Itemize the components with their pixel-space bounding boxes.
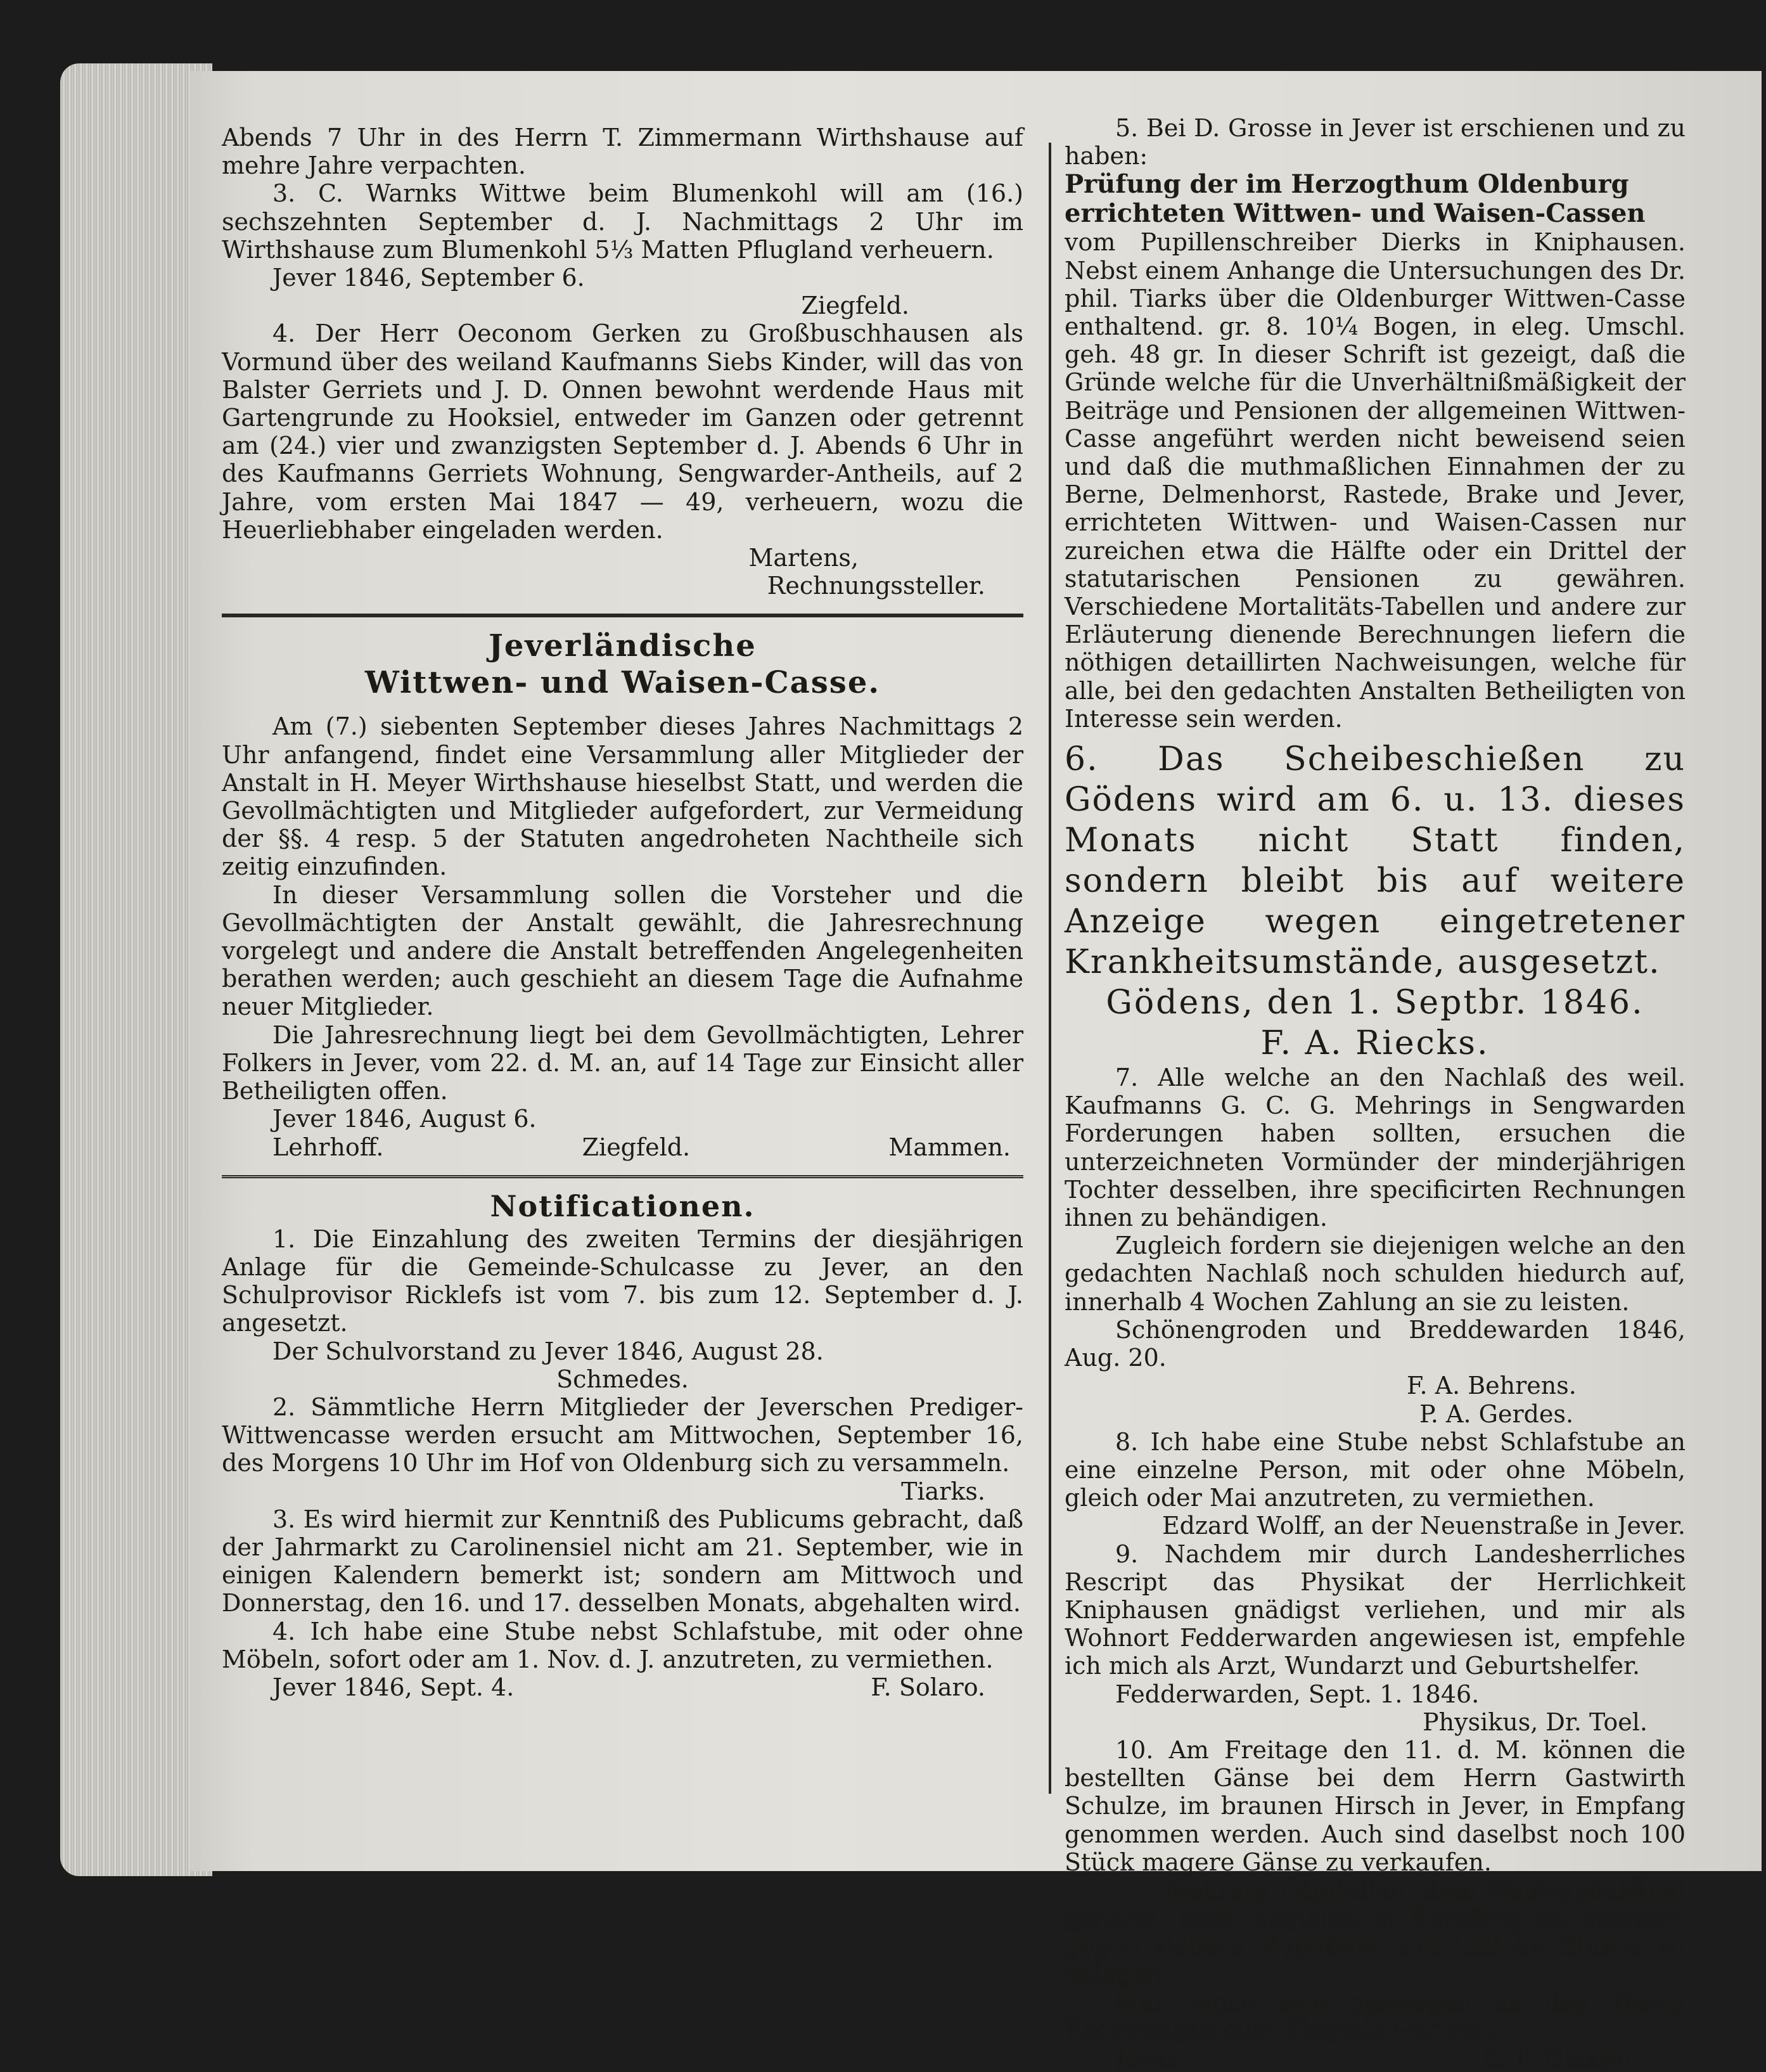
- notification-3: 3. Es wird hiermit zur Kenntniß des Publicums gebracht, daß der Jahrmarkt zu Carolinensiel nicht am 21. September, wie in einigen Kalendern bemerkt ist; sondern am Mittwoch und Donnerstag, den 16. und 17. desselben Monats, abgehalten wird.: [222, 1505, 1023, 1618]
- signature: Lehrhoff.: [272, 1133, 384, 1161]
- notification-4-signature: F. Solaro.: [871, 1673, 985, 1701]
- notification-2: 2. Sämmtliche Herrn Mitglieder der Jeverschen Prediger-Wittwencasse werden ersucht am Mittwochen, September 16, des Morgens 10 Uhr im Hof von Oldenburg sich zu versammeln.: [222, 1393, 1023, 1477]
- casse-paragraph-2: In dieser Versammlung sollen die Vorsteher und die Gevollmächtigten der Anstalt gewählt, die Jahresrechnung vorgelegt und andere die Anstalt betreffenden Angelegenheiten berathen werden; auch geschieht an diesem Tage die Aufnahme neuer Mitglieder.: [222, 880, 1023, 1021]
- right-column: [1065, 114, 1686, 2072]
- notice-3-signature: Ziegfeld.: [801, 292, 909, 320]
- signature: Mammen.: [888, 1133, 1011, 1161]
- section-rule: [222, 1175, 1023, 1178]
- casse-date: Jever 1846, August 6.: [272, 1105, 537, 1133]
- notification-6: 6. Das Scheibeschießen zu Gödens wird am 6. u. 13. dieses Monats nicht Statt finden, sondern bleibt bis auf weitere Anzeige wegen eingetretener Krankheitsumstände, ausgesetzt.: [1065, 740, 1686, 982]
- notice-4-signature-name: Martens,: [748, 544, 859, 572]
- notification-8: 8. Ich habe eine Stube nebst Schlafstube an eine einzelne Person, mit oder ohne Möbeln, gleich oder Mai anzutreten, zu vermiethen.: [1065, 1427, 1686, 1512]
- notification-6-date: Gödens, den 1. Septbr. 1846.: [1106, 984, 1644, 1022]
- notification-1-signature: Schmedes.: [556, 1365, 689, 1393]
- notice-4: 4. Der Herr Oeconom Gerken zu Großbuschhausen als Vormund über des weiland Kaufmanns Siebs Kinder, will das von Balster Gerriets und J. D. Onnen bewohnt werdende Haus mit Gartengrunde zu Hooksiel, entweder im Ganzen oder getrennt am (24.) vier und zwanzigsten September d. J. Abends 6 Uhr in des Kaufmanns Gerriets Wohnung, Sengwarder-Antheils, auf 2 Jahre, vom ersten Mai 1847 — 49, verheuern, wozu die Heuerliebhaber eingeladen werden.: [222, 319, 1023, 544]
- signature: Ziegfeld.: [582, 1133, 691, 1161]
- section-heading-line1: Jeverländische: [489, 628, 757, 664]
- notification-4-signoff: [222, 1673, 1023, 1701]
- notification-8-signature: Edzard Wolff, an der Neuenstraße in Jever.: [1161, 1512, 1686, 1540]
- notification-10: 10. Am Freitage den 11. d. M. können die bestellten Gänse bei dem Herrn Gastwirth Schulze, im braunen Hirsch in Jever, in Empfang genommen werden. Auch sind daselbst noch 100 Stück magere Gänse zu verkaufen.: [1065, 1735, 1686, 1876]
- notification-1-date: Der Schulvorstand zu Jever 1846, August 28.: [272, 1337, 824, 1365]
- notification-7-signature-2: P. A. Gerdes.: [1419, 1400, 1574, 1428]
- notification-2-signature: Tiarks.: [901, 1477, 985, 1505]
- notification-9: 9. Nachdem mir durch Landesherrliches Rescript das Physikat der Herrlichkeit Kniphausen gnädigst verliehen, und mir als Wohnort Fedderwarden angewiesen ist, empfehle ich mich als Arzt, Wundarzt und Geburtshelfer.: [1065, 1540, 1686, 1680]
- notification-1: 1. Die Einzahlung des zweiten Termins der diesjährigen Anlage für die Gemeinde-Schulcasse zu Jever, an den Schulprovisor Ricklefs ist vom 7. bis zum 12. September d. J. angesetzt.: [222, 1225, 1023, 1337]
- notification-5-book-title: Prüfung der im Herzogthum Oldenburg errichteten Wittwen- und Waisen-Cassen: [1065, 169, 1646, 229]
- notifications-heading: Notificationen.: [490, 1188, 755, 1223]
- notification-9-signature: Physikus, Dr. Toel.: [1423, 1708, 1648, 1736]
- notification-11-signature: C. F. Classen.: [1483, 2044, 1648, 2072]
- notification-11-signoff: [1065, 2044, 1686, 2072]
- casse-signatures: [222, 1133, 1023, 1161]
- casse-paragraph-1: Am (7.) siebenten September dieses Jahres Nachmittags 2 Uhr anfangend, findet eine Versammlung aller Mitglieder der Anstalt in H. Meyer Wirthshause hieselbst Statt, und werden die Gevollmächtigten und Mitglieder aufgefordert, zur Vermeidung der §§. 4 resp. 5 der Statuten angedroheten Nachtheile sich zeitig einzufinden.: [222, 712, 1023, 881]
- notification-7-date: Schönengroden und Breddewarden 1846, Aug. 20.: [1065, 1315, 1686, 1372]
- notification-7-signature-1: F. A. Behrens.: [1407, 1372, 1577, 1400]
- notification-5-intro: 5. Bei D. Grosse in Jever ist erschienen und zu haben:: [1065, 114, 1686, 171]
- notification-7-paragraph-2: Zugleich fordern sie diejenigen welche an den gedachten Nachlaß noch schulden hiedurch auf, innerhalb 4 Wochen Zahlung an sie zu leisten.: [1065, 1232, 1686, 1316]
- notification-5-body: vom Pupillenschreiber Dierks in Kniphausen. Nebst einem Anhange die Untersuchungen des Dr. phil. Tiarks über die Oldenburger Wittwen-Casse enthaltend. gr. 8. 10¼ Bogen, in eleg. Umschl. geh. 48 gr. In dieser Schrift ist gezeigt, daß die Gründe welche für die Unverhältnißmäßigkeit der Beiträge und Pensionen der allgemeinen Wittwen-Casse angeführt werden nicht beweisend seien und daß die muthmaßlichen Einnahmen der zu Berne, Delmenhorst, Rastede, Brake und Jever, errichteten Wittwen- und Waisen-Cassen nur zureichen etwa die Hälfte oder ein Drittel der statutarischen Pensionen zu gewähren. Verschiedene Mortalitäts-Tabellen und andere zur Erläuterung dienende Berechnungen liefern die nöthigen detaillirten Nachweisungen, welche für alle, bei den gedachten Anstalten Betheiligten von Interesse sein werden.: [1065, 228, 1686, 733]
- notice-3-date: Jever 1846, September 6.: [272, 264, 585, 292]
- section-heading-line2: Wittwen- und Waisen-Casse.: [364, 665, 881, 701]
- notification-4: 4. Ich habe eine Stube nebst Schlafstube, mit oder ohne Möbeln, sofort oder am 1. Nov. d. J. anzutreten, zu vermiethen.: [222, 1617, 1023, 1673]
- notification-11: 11. Mehrere Capitalien, dem Waisenhausfond gehörig, sind, sogleich in Empfang zu nehmen, gegen sichere Hypothek und übliche Zinsen zu belegen.: [1065, 1876, 1686, 1988]
- left-column: [222, 124, 1023, 1701]
- section-rule: [222, 614, 1023, 617]
- column-divider: [1049, 143, 1051, 1794]
- casse-paragraph-3: Die Jahresrechnung liegt bei dem Gevollmächtigten, Lehrer Folkers in Jever, vom 22. d. M. an, auf 14 Tage zur Einsicht aller Betheiligten offen.: [222, 1020, 1023, 1105]
- notification-11-paragraph-2: Man wolle sich deswegen an den Herrn Rechnungssteller Ziegfeld wenden.: [1065, 1988, 1686, 2044]
- notification-6-signature: F. A. Riecks.: [1260, 1024, 1490, 1063]
- notification-4-date: Jever 1846, Sept. 4.: [272, 1673, 515, 1701]
- notification-9-date: Fedderwarden, Sept. 1. 1846.: [1115, 1680, 1480, 1708]
- notification-11-place: Jever.: [1115, 2044, 1184, 2072]
- notice-4-signature-title: Rechnungssteller.: [767, 572, 985, 600]
- notification-7: 7. Alle welche an den Nachlaß des weil. Kaufmanns G. C. G. Mehrings in Sengwarden Forderungen haben sollten, ersuchen die unterzeichneten Vormünder der minderjährigen Tochter desselben, ihre specificirten Rechnungen ihnen zu behändigen.: [1065, 1064, 1686, 1232]
- notice-3: 3. C. Warnks Wittwe beim Blumenkohl will am (16.) sechszehnten September d. J. Nachmittags 2 Uhr im Wirthshause zum Blumenkohl 5⅓ Matten Pflugland verheuern.: [222, 179, 1023, 264]
- notice-continuation: Abends 7 Uhr in des Herrn T. Zimmermann Wirthshause auf mehre Jahre verpachten.: [222, 124, 1023, 180]
